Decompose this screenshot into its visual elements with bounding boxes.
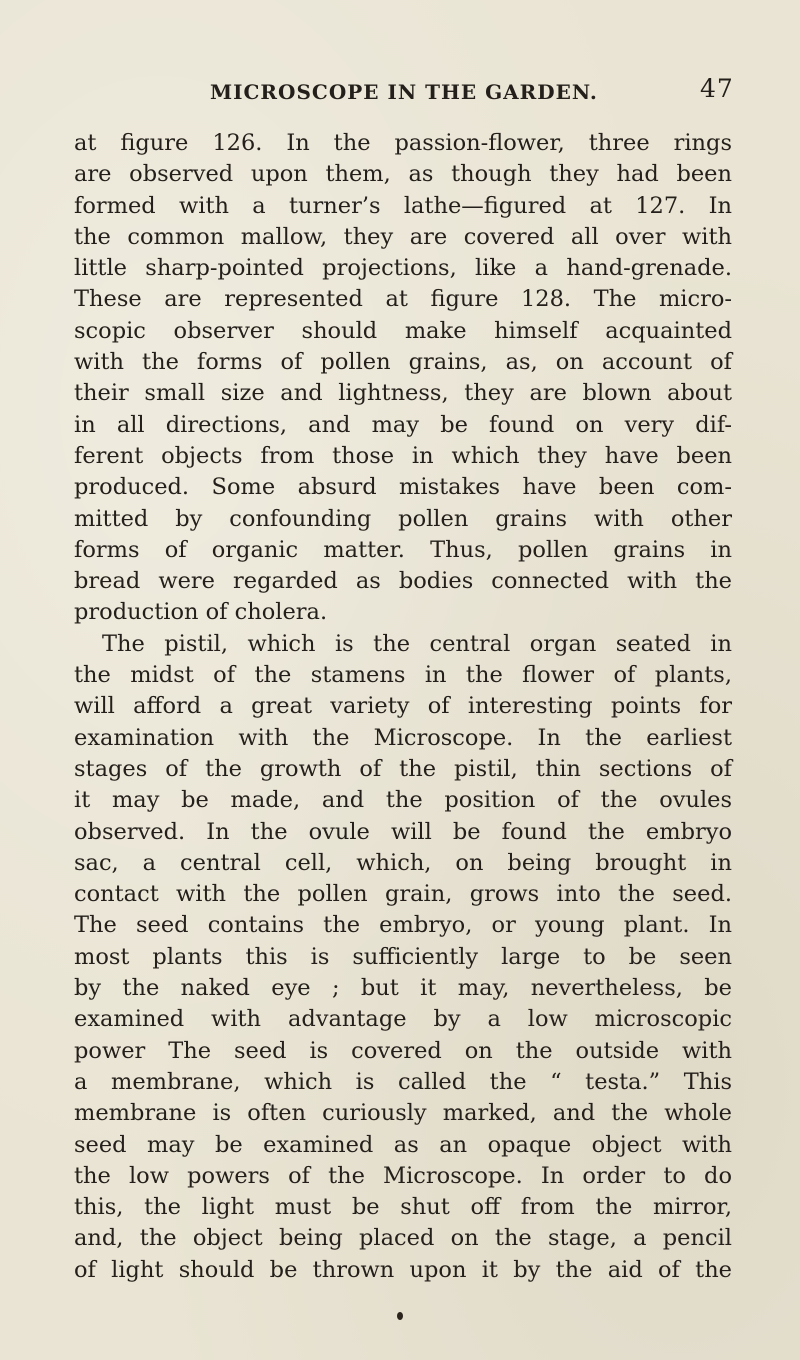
text-line: the common mallow, they are covered all over with	[74, 223, 732, 250]
body-text	[74, 128, 732, 1286]
text-line: contact with the pollen grain, grows into the seed.	[74, 881, 732, 908]
running-title: MICROSCOPE IN THE GARDEN.	[210, 80, 598, 104]
text-line: it may be made, and the position of the ovules	[74, 787, 732, 814]
text-line: are observed upon them, as though they had been	[74, 161, 732, 188]
text-line: this, the light must be shut off from the mirror,	[74, 1194, 732, 1221]
page-number: 47	[700, 74, 734, 103]
text-line: formed with a turner’s lathe—figured at 127. In	[74, 192, 732, 219]
text-line: mitted by confounding pollen grains with other	[74, 505, 732, 532]
text-line: The seed contains the embryo, or young plant. In	[74, 912, 732, 939]
text-line: of light should be thrown upon it by the aid of the	[74, 1256, 732, 1283]
text-line: examined with advantage by a low microscopic	[74, 1006, 732, 1033]
text-line: at figure 126. In the passion-flower, three rings	[74, 130, 732, 156]
text-line: little sharp-pointed projections, like a hand-grenade.	[74, 255, 732, 282]
text-line: most plants this is sufficiently large to be seen	[74, 943, 732, 970]
text-line: in all directions, and may be found on very dif-	[74, 411, 732, 438]
text-line: the midst of the stamens in the flower of plants,	[74, 662, 732, 689]
text-line: stages of the growth of the pistil, thin sections of	[74, 755, 732, 782]
text-line: their small size and lightness, they are blown about	[74, 380, 732, 407]
ink-speck	[397, 1312, 403, 1320]
text-line: The pistil, which is the central organ seated in	[102, 630, 732, 657]
text-line: produced. Some absurd mistakes have been com-	[74, 474, 732, 501]
text-line: power The seed is covered on the outside with	[74, 1037, 732, 1064]
text-line: observed. In the ovule will be found the embryo	[74, 818, 732, 845]
text-line: examination with the Microscope. In the earliest	[74, 724, 732, 751]
text-line: ferent objects from those in which they have been	[74, 442, 732, 469]
text-line: sac, a central cell, which, on being brought in	[74, 849, 732, 876]
text-line: scopic observer should make himself acquainted	[74, 317, 732, 344]
text-line: forms of organic matter. Thus, pollen grains in	[74, 536, 732, 563]
text-line: will afford a great variety of interesting points for	[74, 693, 732, 720]
text-line: production of cholera.	[74, 599, 328, 626]
text-line: with the forms of pollen grains, as, on account of	[74, 349, 732, 376]
text-line: membrane is often curiously marked, and the whole	[74, 1100, 732, 1127]
text-line: These are represented at figure 128. The micro-	[74, 286, 732, 313]
text-line: by the naked eye ; but it may, nevertheless, be	[74, 975, 732, 1002]
text-line: seed may be examined as an opaque object with	[74, 1131, 732, 1158]
text-line: the low powers of the Microscope. In order to do	[74, 1162, 732, 1189]
text-line: bread were regarded as bodies connected with the	[74, 568, 732, 595]
text-line: a membrane, which is called the “ testa.” This	[74, 1068, 732, 1095]
text-line: and, the object being placed on the stage, a pencil	[74, 1225, 732, 1252]
